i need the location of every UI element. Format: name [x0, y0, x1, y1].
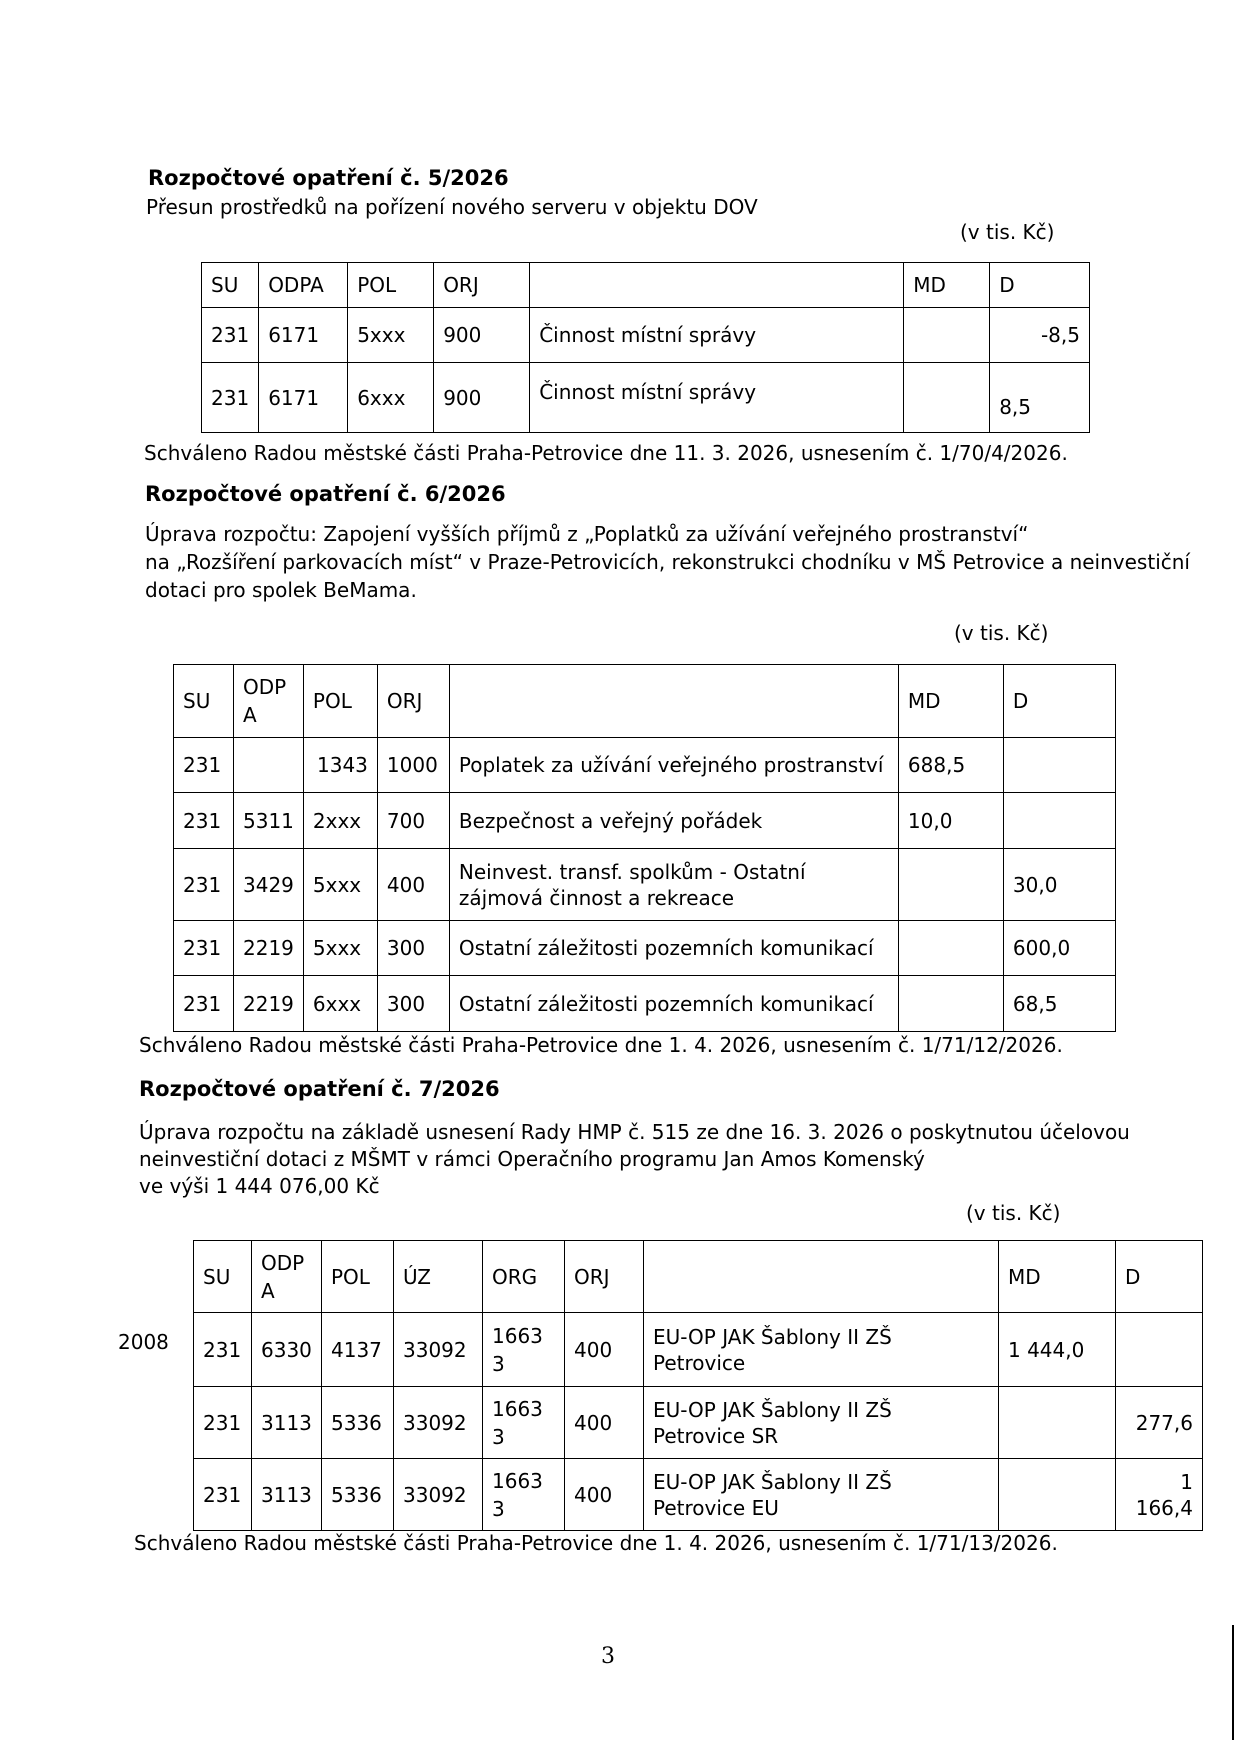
cell-uz: 33092 [394, 1459, 483, 1531]
cell-org: 1663 3 [483, 1313, 565, 1387]
cell-desc: EU-OP JAK Šablony II ZŠ Petrovice [644, 1313, 999, 1387]
header-odpa: ODPA [259, 263, 348, 308]
header-uz: ÚZ [394, 1241, 483, 1313]
cell-pol: 5xxx [303, 921, 377, 976]
cell-orj: 400 [377, 849, 449, 921]
cell-orj: 300 [377, 921, 449, 976]
header-d: D [990, 263, 1090, 308]
cell-d: 68,5 [1003, 976, 1115, 1032]
cell-su: 231 [174, 793, 234, 849]
header-desc [644, 1241, 999, 1313]
measure-5-unit: (v tis. Kč) [960, 220, 1055, 244]
cell-desc: Ostatní záležitosti pozemních komunikací [449, 921, 898, 976]
cell-pol: 1343 [303, 738, 377, 793]
header-pol: POL [348, 263, 434, 308]
page-number: 3 [601, 1644, 615, 1669]
table-row [194, 1313, 1203, 1387]
measure-7-table [193, 1240, 1203, 1531]
header-orj: ORJ [565, 1241, 644, 1313]
cell-orj: 400 [565, 1387, 644, 1459]
header-odpa: ODP A [234, 665, 304, 738]
header-su: SU [202, 263, 259, 308]
header-md: MD [898, 665, 1003, 738]
cell-orj: 400 [565, 1313, 644, 1387]
measure-7-approval: Schváleno Radou městské části Praha-Petrovice dne 1. 4. 2026, usnesením č. 1/71/13/2026. [134, 1531, 1058, 1555]
cell-odpa: 6171 [259, 363, 348, 433]
cell-d: 600,0 [1003, 921, 1115, 976]
cell-desc: Neinvest. transf. spolkům - Ostatní zájmová činnost a rekreace [449, 849, 898, 921]
cell-d: -8,5 [990, 308, 1090, 363]
cell-md: 10,0 [898, 793, 1003, 849]
cell-d: 30,0 [1003, 849, 1115, 921]
header-su: SU [194, 1241, 252, 1313]
cell-su: 231 [174, 976, 234, 1032]
cell-pol: 5xxx [303, 849, 377, 921]
measure-7-description-line3: ve výši 1 444 076,00 Kč [139, 1174, 380, 1198]
cell-org: 1663 3 [483, 1459, 565, 1531]
cell-odpa: 2219 [234, 921, 304, 976]
cell-su: 231 [202, 308, 259, 363]
header-md: MD [904, 263, 990, 308]
cell-odpa: 3113 [252, 1387, 322, 1459]
cell-pol: 5336 [322, 1387, 394, 1459]
cell-pol: 6xxx [348, 363, 434, 433]
header-md: MD [999, 1241, 1116, 1313]
measure-7-description-line1: Úprava rozpočtu na základě usnesení Rady HMP č. 515 ze dne 16. 3. 2026 o poskytnutou účelovou [139, 1120, 1130, 1144]
measure-6-description-line1: Úprava rozpočtu: Zapojení vyšších příjmů z „Poplatků za užívání veřejného prostranství“ [145, 522, 1029, 546]
cell-desc: Činnost místní správy [530, 363, 904, 433]
cell-d [1003, 793, 1115, 849]
table-header-row [202, 263, 1090, 308]
cell-d: 1 166,4 [1116, 1459, 1203, 1531]
cell-pol: 4137 [322, 1313, 394, 1387]
cell-uz: 33092 [394, 1387, 483, 1459]
header-odpa: ODP A [252, 1241, 322, 1313]
measure-6-approval: Schváleno Radou městské části Praha-Petrovice dne 1. 4. 2026, usnesením č. 1/71/12/2026. [139, 1033, 1063, 1057]
cell-desc: EU-OP JAK Šablony II ZŠ Petrovice SR [644, 1387, 999, 1459]
cell-desc: Činnost místní správy [530, 308, 904, 363]
cell-md [999, 1387, 1116, 1459]
cell-orj: 900 [434, 308, 530, 363]
header-orj: ORJ [377, 665, 449, 738]
cell-pol: 5336 [322, 1459, 394, 1531]
cell-odpa: 3429 [234, 849, 304, 921]
cell-su: 231 [174, 921, 234, 976]
table-row [202, 363, 1090, 433]
cell-pol: 5xxx [348, 308, 434, 363]
header-desc [449, 665, 898, 738]
table-row [174, 738, 1116, 793]
table-header-row [194, 1241, 1203, 1313]
cell-md [904, 308, 990, 363]
header-org: ORG [483, 1241, 565, 1313]
cell-d [1003, 738, 1115, 793]
table-header-row [174, 665, 1116, 738]
cell-pol: 6xxx [303, 976, 377, 1032]
cell-md [904, 363, 990, 433]
measure-6-title: Rozpočtové opatření č. 6/2026 [145, 482, 506, 506]
cell-md [898, 921, 1003, 976]
cell-su: 231 [194, 1387, 252, 1459]
measure-5-table [201, 262, 1090, 433]
cell-odpa: 6330 [252, 1313, 322, 1387]
header-orj: ORJ [434, 263, 530, 308]
cell-su: 231 [174, 738, 234, 793]
cell-pol: 2xxx [303, 793, 377, 849]
table-row [202, 308, 1090, 363]
table-row [174, 976, 1116, 1032]
header-d: D [1003, 665, 1115, 738]
cell-su: 231 [194, 1459, 252, 1531]
measure-5-approval: Schváleno Radou městské části Praha-Petrovice dne 11. 3. 2026, usnesením č. 1/70/4/2026. [144, 441, 1068, 465]
cell-org: 1663 3 [483, 1387, 565, 1459]
cell-desc: EU-OP JAK Šablony II ZŠ Petrovice EU [644, 1459, 999, 1531]
cell-orj: 700 [377, 793, 449, 849]
cell-desc: Poplatek za užívání veřejného prostranství [449, 738, 898, 793]
side-label: 2008 [118, 1330, 169, 1354]
cell-desc: Bezpečnost a veřejný pořádek [449, 793, 898, 849]
table-row [174, 849, 1116, 921]
measure-5-title: Rozpočtové opatření č. 5/2026 [148, 166, 509, 190]
measure-6-table [173, 664, 1116, 1032]
cell-d: 8,5 [990, 363, 1090, 433]
cell-md [898, 976, 1003, 1032]
cell-md: 688,5 [898, 738, 1003, 793]
cell-orj: 900 [434, 363, 530, 433]
header-desc [530, 263, 904, 308]
cell-orj: 400 [565, 1459, 644, 1531]
measure-7-unit: (v tis. Kč) [966, 1201, 1061, 1225]
cell-uz: 33092 [394, 1313, 483, 1387]
cell-desc: Ostatní záležitosti pozemních komunikací [449, 976, 898, 1032]
cell-d: 277,6 [1116, 1387, 1203, 1459]
cell-su: 231 [174, 849, 234, 921]
header-pol: POL [322, 1241, 394, 1313]
table-row [194, 1387, 1203, 1459]
scan-edge-line [1232, 1625, 1234, 1740]
cell-odpa: 6171 [259, 308, 348, 363]
cell-d [1116, 1313, 1203, 1387]
measure-6-description-line3: dotaci pro spolek BeMama. [145, 578, 417, 602]
header-su: SU [174, 665, 234, 738]
header-d: D [1116, 1241, 1203, 1313]
cell-su: 231 [202, 363, 259, 433]
cell-odpa [234, 738, 304, 793]
table-row [194, 1459, 1203, 1531]
cell-orj: 1000 [377, 738, 449, 793]
cell-md [898, 849, 1003, 921]
measure-6-description-line2: na „Rozšíření parkovacích míst“ v Praze-Petrovicích, rekonstrukci chodníku v MŠ Petrovice a neinvestiční [145, 550, 1190, 574]
cell-odpa: 2219 [234, 976, 304, 1032]
measure-6-unit: (v tis. Kč) [954, 621, 1049, 645]
cell-md [999, 1459, 1116, 1531]
table-row [174, 921, 1116, 976]
cell-orj: 300 [377, 976, 449, 1032]
cell-su: 231 [194, 1313, 252, 1387]
cell-odpa: 5311 [234, 793, 304, 849]
measure-5-description: Přesun prostředků na pořízení nového serveru v objektu DOV [146, 195, 758, 219]
measure-7-title: Rozpočtové opatření č. 7/2026 [139, 1077, 500, 1101]
measure-7-description-line2: neinvestiční dotaci z MŠMT v rámci Operačního programu Jan Amos Komenský [139, 1147, 925, 1171]
cell-md: 1 444,0 [999, 1313, 1116, 1387]
header-pol: POL [303, 665, 377, 738]
cell-odpa: 3113 [252, 1459, 322, 1531]
table-row [174, 793, 1116, 849]
